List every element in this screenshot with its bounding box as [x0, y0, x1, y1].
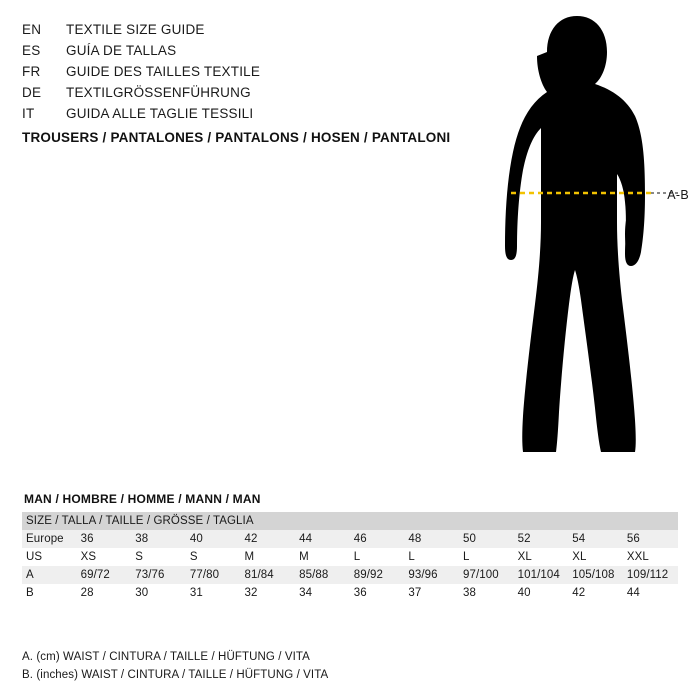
table-cell: 40 [186, 530, 241, 548]
table-header-row [22, 512, 678, 530]
table-cell: 50 [459, 530, 514, 548]
table-group-title: MAN / HOMBRE / HOMME / MANN / MAN [24, 492, 261, 506]
table-row [22, 566, 678, 584]
table-cell: 81/84 [241, 566, 296, 584]
language-row [22, 64, 462, 85]
garment-type-heading: TROUSERS / PANTALONES / PANTALONS / HOSEN / PANTALONI [22, 130, 451, 145]
table-cell: M [295, 548, 350, 566]
table-cell: 77/80 [186, 566, 241, 584]
figure-illustration [455, 8, 695, 468]
row-label: US [22, 548, 77, 566]
language-title-block [22, 22, 462, 127]
language-title: TEXTILE SIZE GUIDE [66, 22, 205, 37]
table-cell: 46 [350, 530, 405, 548]
table-cell: 56 [623, 530, 678, 548]
table-cell: 28 [77, 584, 132, 602]
table-cell: 36 [77, 530, 132, 548]
table-cell: 97/100 [459, 566, 514, 584]
table-row [22, 584, 678, 602]
man-silhouette-icon [455, 8, 695, 468]
table-cell: XL [514, 548, 569, 566]
language-title: GUÍA DE TALLAS [66, 43, 177, 58]
table-cell: L [459, 548, 514, 566]
language-row [22, 22, 462, 43]
language-code: FR [22, 64, 41, 79]
table-cell: 52 [514, 530, 569, 548]
table-cell: 38 [131, 530, 186, 548]
table-cell: 30 [131, 584, 186, 602]
table-cell: 37 [404, 584, 459, 602]
language-title: TEXTILGRÖSSENFÜHRUNG [66, 85, 251, 100]
language-code: ES [22, 43, 41, 58]
table-header-label: SIZE / TALLA / TAILLE / GRÖSSE / TAGLIA [22, 512, 678, 530]
row-label: A [22, 566, 77, 584]
table-cell: 89/92 [350, 566, 405, 584]
language-row [22, 85, 462, 106]
table-row [22, 530, 678, 548]
language-code: EN [22, 22, 42, 37]
table-cell: 36 [350, 584, 405, 602]
table-cell: 48 [404, 530, 459, 548]
table-cell: S [131, 548, 186, 566]
table-cell: 32 [241, 584, 296, 602]
measurement-legend [22, 648, 328, 684]
language-row [22, 43, 462, 64]
table-cell: L [404, 548, 459, 566]
table-cell: 38 [459, 584, 514, 602]
legend-line-a: A. (cm) WAIST / CINTURA / TAILLE / HÜFTUNG / VITA [22, 651, 310, 663]
row-label: B [22, 584, 77, 602]
table-cell: 42 [241, 530, 296, 548]
language-title: GUIDA ALLE TAGLIE TESSILI [66, 106, 254, 121]
table-cell: 69/72 [77, 566, 132, 584]
table-cell: 34 [295, 584, 350, 602]
table-cell: 40 [514, 584, 569, 602]
table-cell: 73/76 [131, 566, 186, 584]
language-title: GUIDE DES TAILLES TEXTILE [66, 64, 261, 79]
language-row [22, 106, 462, 127]
table-cell: XXL [623, 548, 678, 566]
table-cell: S [186, 548, 241, 566]
measure-label-ab: A-B [667, 188, 689, 202]
language-code: IT [22, 106, 35, 121]
table-cell: 93/96 [404, 566, 459, 584]
table-row [22, 548, 678, 566]
size-table-section [22, 490, 678, 602]
row-label: Europe [22, 530, 77, 548]
table-cell: 44 [623, 584, 678, 602]
language-code: DE [22, 85, 42, 100]
table-cell: 54 [568, 530, 623, 548]
size-table [22, 512, 678, 602]
table-cell: 44 [295, 530, 350, 548]
table-cell: M [241, 548, 296, 566]
table-cell: 105/108 [568, 566, 623, 584]
table-cell: 85/88 [295, 566, 350, 584]
table-cell: XL [568, 548, 623, 566]
table-cell: 101/104 [514, 566, 569, 584]
table-cell: 42 [568, 584, 623, 602]
table-cell: 109/112 [623, 566, 678, 584]
table-cell: 31 [186, 584, 241, 602]
table-cell: L [350, 548, 405, 566]
table-cell: XS [77, 548, 132, 566]
legend-line-b: B. (inches) WAIST / CINTURA / TAILLE / HÜFTUNG / VITA [22, 669, 329, 681]
